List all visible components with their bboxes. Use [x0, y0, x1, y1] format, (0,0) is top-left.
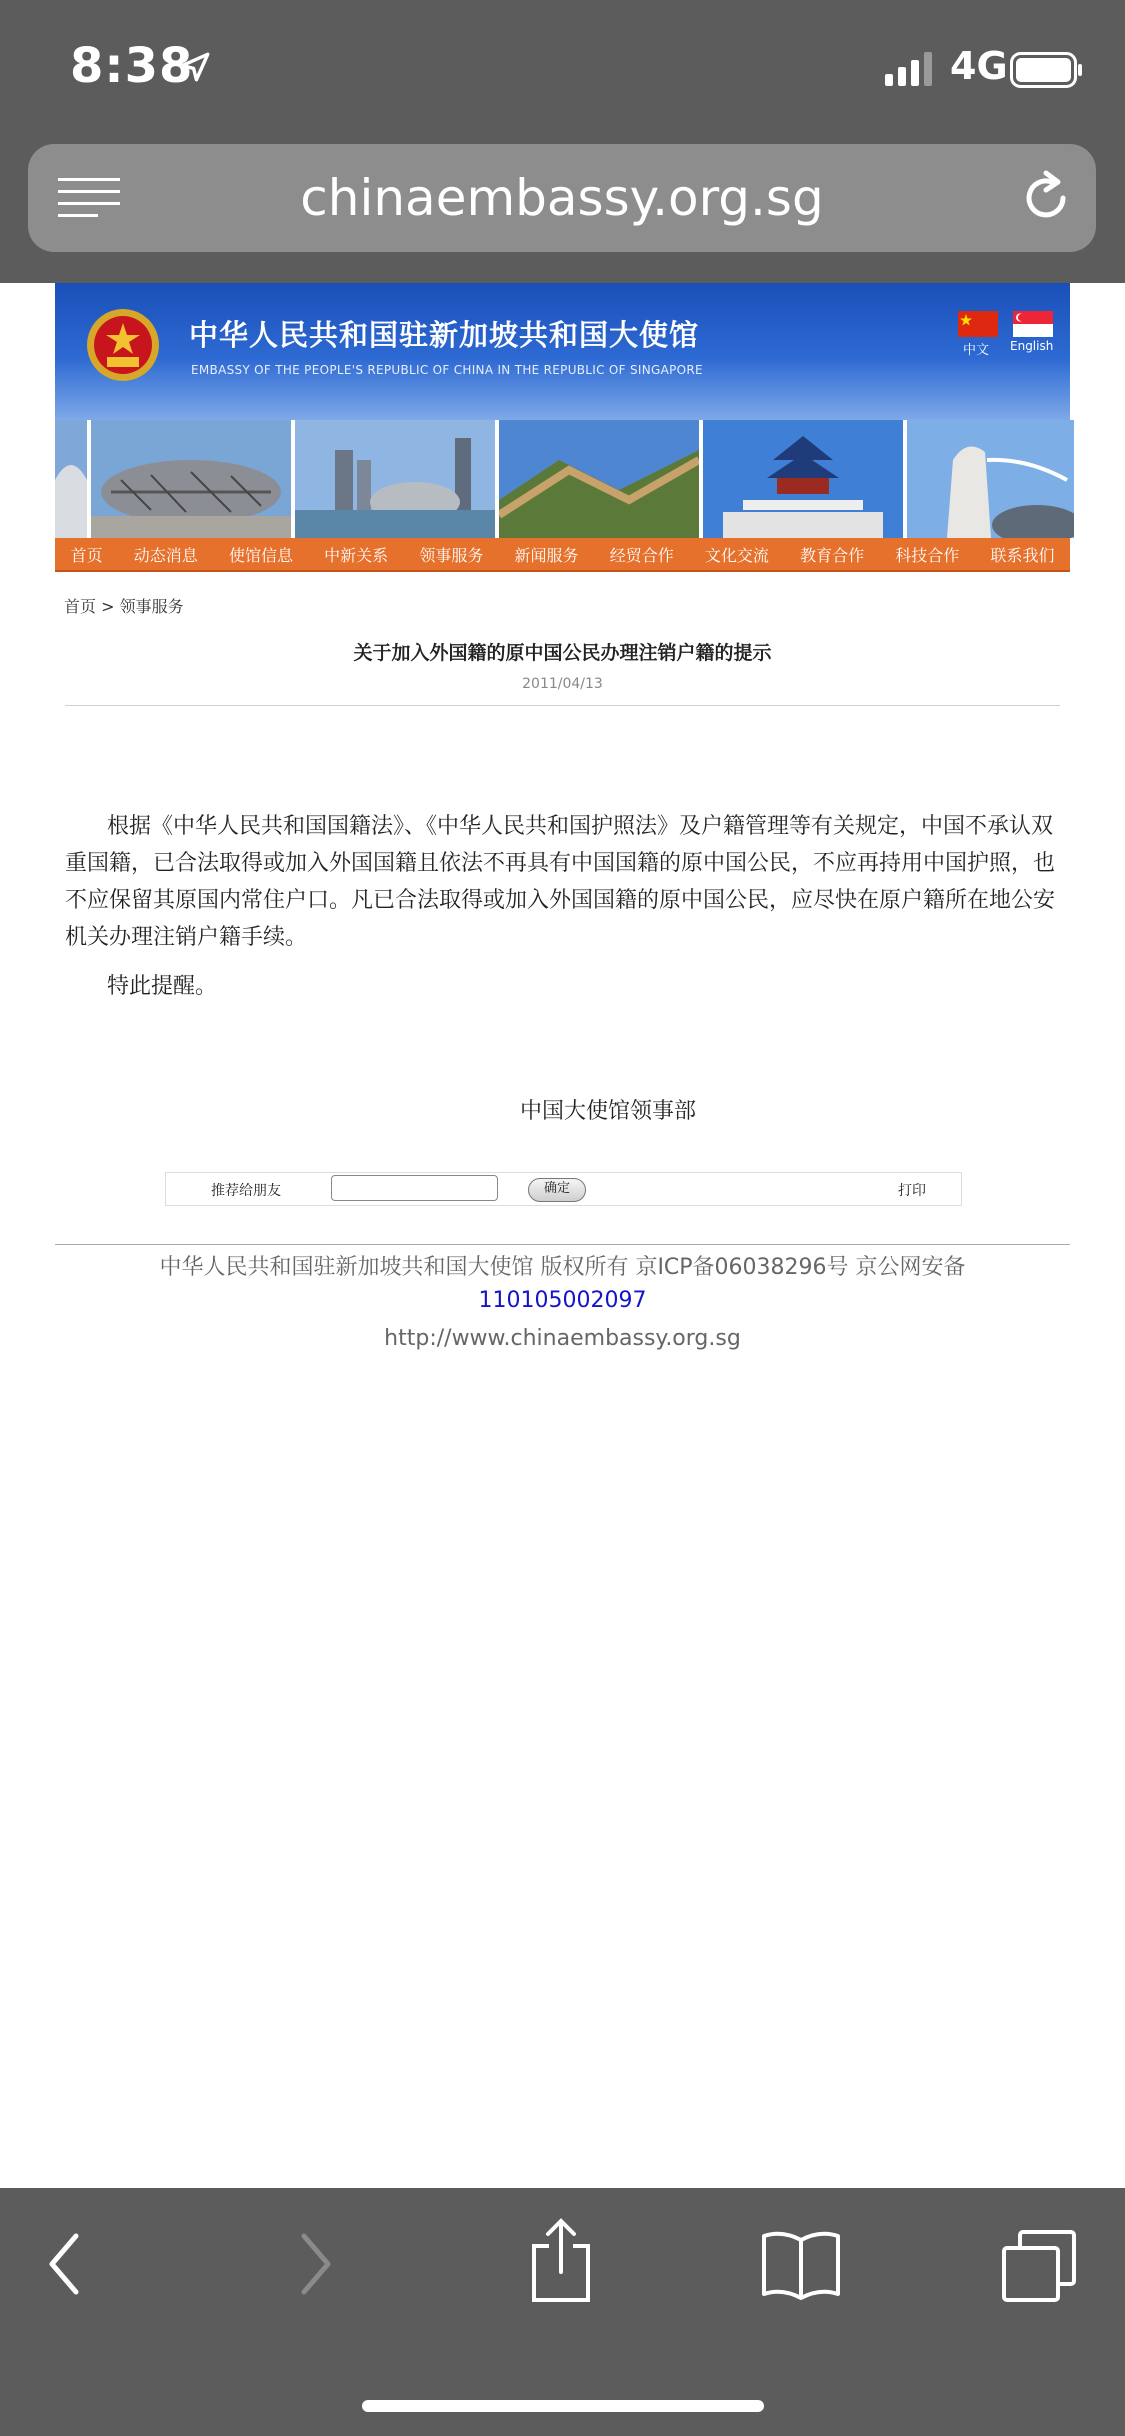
footer-copyright: 中华人民共和国驻新加坡共和国大使馆 版权所有 京ICP备06038296号 京公网安备 — [159, 1255, 966, 1280]
article-date: 2011/04/13 — [522, 676, 603, 692]
site-navigation — [55, 538, 1070, 572]
nav-item[interactable]: 经贸合作 — [609, 545, 674, 565]
nav-item[interactable]: 联系我们 — [990, 545, 1055, 565]
article-body — [65, 808, 1055, 1017]
article-title: 关于加入外国籍的原中国公民办理注销户籍的提示 — [353, 642, 772, 664]
footer-divider — [55, 1244, 1070, 1245]
footer-record-link[interactable]: 110105002097 — [478, 1288, 647, 1313]
singapore-flag-icon[interactable] — [1013, 311, 1053, 337]
nav-item[interactable]: 使馆信息 — [228, 545, 293, 565]
back-icon[interactable] — [40, 2226, 90, 2302]
home-indicator — [362, 2400, 764, 2412]
location-arrow-icon — [178, 50, 212, 84]
recommend-submit-button[interactable]: 确定 — [528, 1178, 586, 1202]
address-bar[interactable] — [28, 144, 1096, 252]
recommend-box — [165, 1172, 962, 1206]
reader-menu-icon[interactable] — [58, 176, 120, 220]
footer-site-url: http://www.chinaembassy.org.sg — [384, 1326, 741, 1351]
recommend-label: 推荐给朋友 — [211, 1183, 281, 1199]
battery-icon — [1010, 52, 1084, 88]
photo-partial — [55, 420, 87, 538]
article-signature: 中国大使馆领事部 — [520, 1099, 697, 1124]
recommend-email-input[interactable] — [331, 1175, 498, 1201]
nav-item[interactable]: 首页 — [70, 545, 103, 565]
nav-item[interactable]: 中新关系 — [324, 545, 389, 565]
photo-temple-of-heaven — [703, 420, 903, 538]
photo-marina-skyline — [295, 420, 495, 538]
photo-strip — [55, 420, 1070, 538]
bookmarks-icon[interactable] — [760, 2228, 842, 2300]
nav-item[interactable]: 教育合作 — [800, 545, 865, 565]
nav-item[interactable]: 科技合作 — [895, 545, 960, 565]
breadcrumb-section-link[interactable]: 领事服务 — [119, 597, 184, 616]
share-icon[interactable] — [528, 2218, 594, 2304]
photo-merlion — [907, 420, 1074, 538]
forward-icon[interactable] — [290, 2226, 340, 2302]
breadcrumb-home-link[interactable]: 首页 — [64, 597, 97, 616]
site-title-en: EMBASSY OF THE PEOPLE'S REPUBLIC OF CHINA IN THE REPUBLIC OF SINGAPORE — [191, 363, 703, 377]
national-emblem-icon — [85, 307, 161, 383]
article-paragraph: 根据《中华人民共和国国籍法》、《中华人民共和国护照法》及户籍管理等有关规定，中国不承认双重国籍，已合法取得或加入外国国籍且依法不再具有中国国籍的原中国公民，不应再持用中国护照，也不应保留其原国内常住户口。凡已合法取得或加入外国国籍的原中国公民，应尽快在原户籍所在地公安机关办理注销户籍手续。 — [65, 814, 1056, 950]
nav-item[interactable]: 动态消息 — [133, 545, 198, 565]
divider — [65, 705, 1060, 706]
tabs-icon[interactable] — [1000, 2228, 1080, 2304]
lang-english-link[interactable]: English — [1010, 339, 1054, 353]
breadcrumb — [64, 594, 184, 617]
print-link[interactable]: 打印 — [898, 1183, 926, 1199]
network-type: 4G — [950, 44, 1008, 88]
nav-item[interactable]: 领事服务 — [419, 545, 484, 565]
url-text[interactable]: chinaembassy.org.sg — [300, 169, 824, 227]
nav-item[interactable]: 文化交流 — [704, 545, 769, 565]
article-paragraph: 特此提醒。 — [107, 974, 218, 999]
status-time: 8:38 — [70, 38, 194, 94]
cellular-signal-icon — [885, 52, 937, 86]
breadcrumb-separator: > — [101, 597, 115, 616]
site-title-cn[interactable]: 中华人民共和国驻新加坡共和国大使馆 — [189, 318, 700, 352]
photo-great-wall — [499, 420, 699, 538]
site-banner — [55, 283, 1070, 420]
reload-icon[interactable] — [1018, 170, 1074, 226]
browser-top-chrome — [0, 0, 1125, 283]
browser-toolbar — [0, 2188, 1125, 2436]
lang-chinese-link[interactable]: 中文 — [963, 343, 990, 358]
china-flag-icon[interactable] — [958, 311, 998, 337]
photo-birds-nest — [91, 420, 291, 538]
nav-item[interactable]: 新闻服务 — [514, 545, 579, 565]
